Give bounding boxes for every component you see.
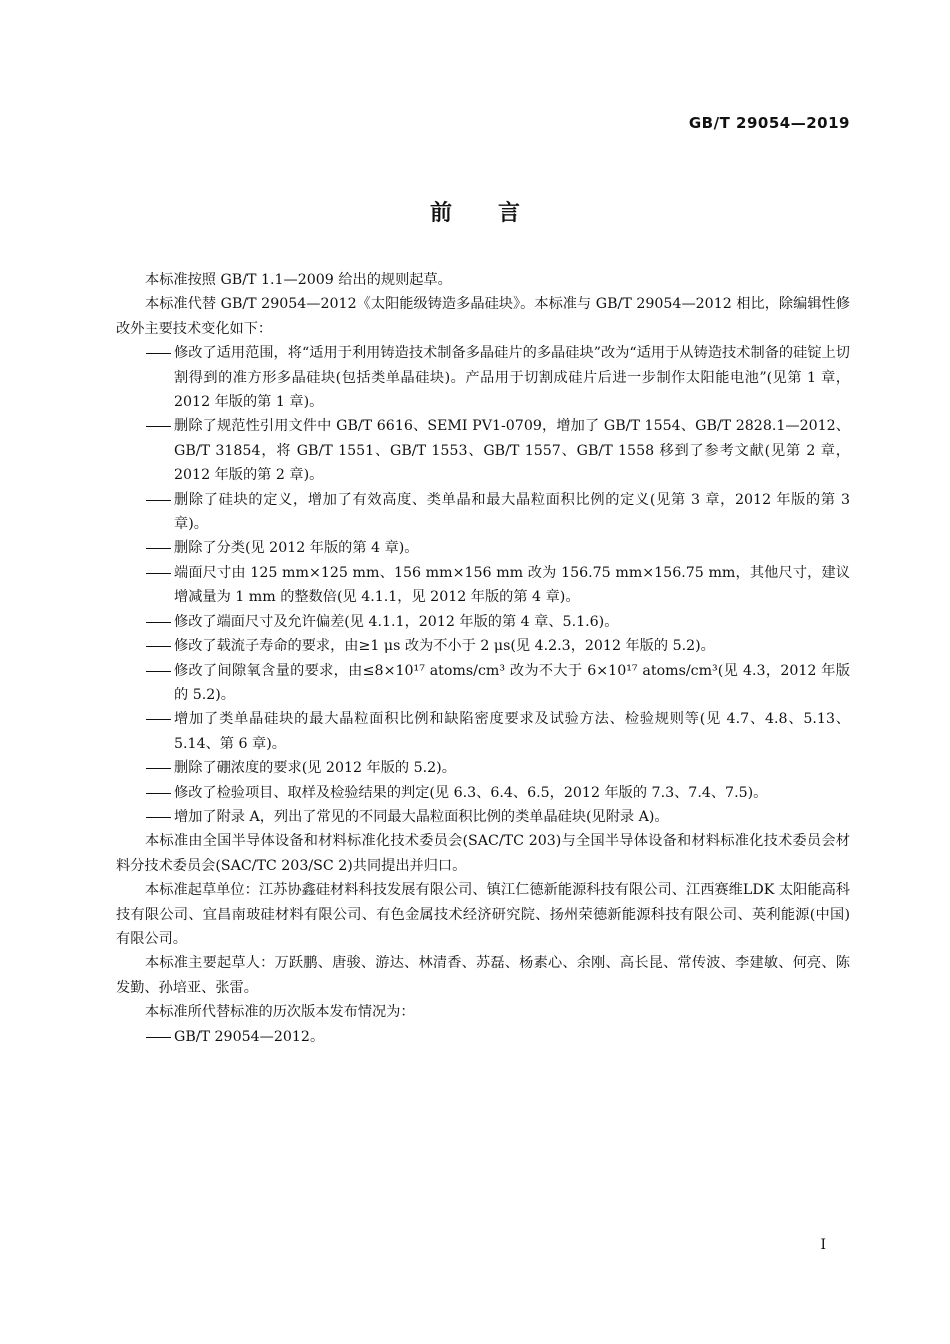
page-title: 前言 [429,201,566,226]
list-item: 修改了端面尺寸及允许偏差(见 4.1.1，2012 年版的第 4 章、5.1.6)。 [174,613,619,630]
history-item: GB/T 29054—2012。 [174,1028,325,1045]
paragraph-replaces: 本标准代替 GB/T 29054—2012《太阳能级铸造多晶硅块》。本标准与 GB/T 29054—2012 相比，除编辑性修改外主要技术变化如下： [116,296,850,337]
paragraph-drafting-units: 本标准起草单位：江苏协鑫硅材料科技发展有限公司、镇江仁德新能源科技有限公司、江西赛维LDK 太阳能高科技有限公司、宜昌南玻硅材料有限公司、有色金属技术经济研究院、扬州荣德新能源科技有限公司、英利能源(中国)有限公司。 [116,882,850,947]
paragraph-proposed-by: 本标准由全国半导体设备和材料标准化技术委员会(SAC/TC 203)与全国半导体设备和材料标准化技术委员会材料分技术委员会(SAC/TC 203/SC 2)共同提出并归口。 [116,833,850,874]
paragraph-drafters: 本标准主要起草人：万跃鹏、唐骏、游达、林清香、苏磊、杨素心、余刚、高长昆、常传波、李建敏、何亮、陈发勤、孙培亚、张雷。 [116,955,850,996]
list-item: 删除了分类(见 2012 年版的第 4 章)。 [174,540,419,557]
list-item: 修改了适用范围，将“适用于利用铸造技术制备多晶硅片的多晶硅块”改为“适用于从铸造技术制备的硅锭上切割得到的准方形多晶硅块(包括类单晶硅块)。产品用于切割成硅片后进一步制作太阳能电池”(见第 1 章，2012 年版的第 1 章)。 [174,345,850,411]
document-body [116,268,850,1049]
standard-code: GB/T 29054—2019 [688,114,850,132]
list-item: 端面尺寸由 125 mm×125 mm、156 mm×156 mm 改为 156.75 mm×156.75 mm，其他尺寸，建议增减量为 1 mm 的整数倍(见 4.1.1，见 2012 年版的第 4 章)。 [174,564,850,606]
list-item: 增加了附录 A，列出了常见的不同最大晶粒面积比例的类单晶硅块(见附录 A)。 [174,808,669,825]
list-item: 修改了间隙氧含量的要求，由≤8×10¹⁷ atoms/cm³ 改为不大于 6×10¹⁷ atoms/cm³(见 4.3，2012 年版的 5.2)。 [174,662,850,703]
page-number: I [820,1237,826,1253]
list-item: 删除了硅块的定义，增加了有效高度、类单晶和最大晶粒面积比例的定义(见第 3 章，2012 年版的第 3 章)。 [174,491,850,533]
list-item: 删除了硼浓度的要求(见 2012 年版的 5.2)。 [174,760,456,777]
list-item: 增加了类单晶硅块的最大晶粒面积比例和缺陷密度要求及试验方法、检验规则等(见 4.7、4.8、5.13、5.14、第 6 章)。 [174,711,850,752]
list-item: 修改了检验项目、取样及检验结果的判定(见 6.3、6.4、6.5，2012 年版的 7.3、7.4、7.5)。 [174,784,768,801]
paragraph-history-intro: 本标准所代替标准的历次版本发布情况为： [145,1004,415,1021]
changes-list [116,341,850,829]
paragraph-drafting-rules: 本标准按照 GB/T 1.1—2009 给出的规则起草。 [145,272,452,288]
list-item: 修改了载流子寿命的要求，由≥1 μs 改为不小于 2 μs(见 4.2.3，2012 年版的 5.2)。 [174,638,715,655]
list-item: 删除了规范性引用文件中 GB/T 6616、SEMI PV1-0709，增加了 GB/T 1554、GB/T 2828.1—2012、GB/T 31854，将 GB/T 1551、GB/T 1553、GB/T 1557、GB/T 1558 移到了参考文献(见第 2 章，2012 年版的第 2 章)。 [174,418,850,484]
